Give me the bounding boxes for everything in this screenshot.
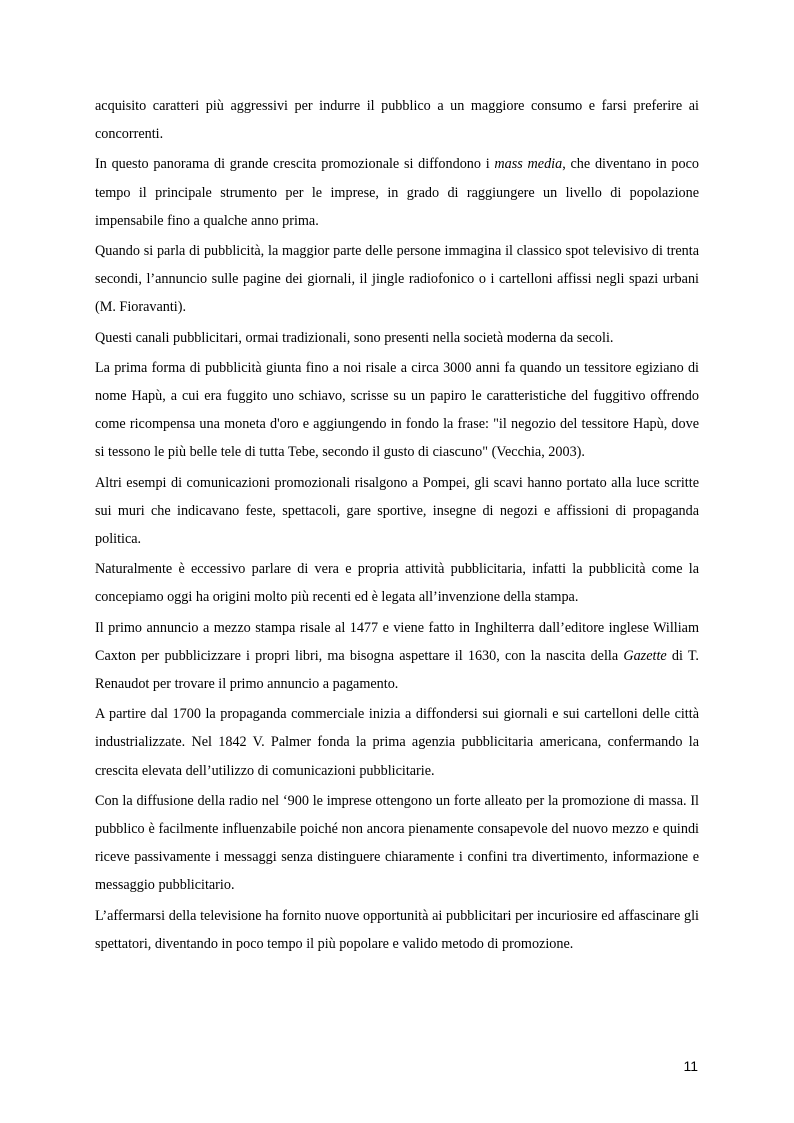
paragraph-1: acquisito caratteri più aggressivi per indurre il pubblico a un maggiore consumo e farsi preferire ai concorrenti. bbox=[95, 98, 699, 143]
page-number: 11 bbox=[683, 1058, 698, 1074]
italic-term-gazette: Gazette bbox=[623, 647, 667, 664]
paragraph-4: Questi canali pubblicitari, ormai tradizionali, sono presenti nella società moderna da secoli. bbox=[95, 329, 614, 346]
paragraph-5: La prima forma di pubblicità giunta fino a noi risale a circa 3000 anni fa quando un tessitore egiziano di nome Hapù, a cui era fuggito uno schiavo, scrisse su un papiro le caratteristiche del fuggitivo offrendo come ricompensa una moneta d'oro e aggiungendo in fondo la frase: "il negozio del tessitore Hapù, dove si tessono le più belle tele di tutta Tebe, secondo il gusto di ciascuno" (Vecchia, 2003). bbox=[95, 359, 699, 461]
paragraph-10: Con la diffusione della radio nel ‘900 le imprese ottengono un forte alleato per la promozione di massa. Il pubblico è facilmente influenzabile poiché non ancora pienamente consapevole del nuovo mezzo e quindi riceve passivamente i messaggi senza distinguere chiaramente i confini tra divertimento, informazione e messaggio pubblicitario. bbox=[95, 792, 699, 894]
paragraph-8: Il primo annuncio a mezzo stampa risale al 1477 e viene fatto in Inghilterra dall’editore inglese William Caxton per pubblicizzare i propri libri, ma bisogna aspettare il 1630, con la nascita della Gazette di T. Renaudot per trovare il primo annuncio a pagamento. bbox=[95, 619, 699, 693]
italic-term-mass-media: mass media bbox=[494, 156, 563, 173]
paragraph-2: In questo panorama di grande crescita promozionale si diffondono i mass media, che diventano in poco tempo il principale strumento per le imprese, in grado di raggiungere un livello di popolazione impensabile fino a qualche anno prima. bbox=[95, 156, 699, 229]
paragraph-3: Quando si parla di pubblicità, la maggior parte delle persone immagina il classico spot televisivo di trenta secondi, l’annuncio sulle pagine dei giornali, il jingle radiofonico o i cartelloni affissi negli spazi urbani (M. Fioravanti). bbox=[95, 243, 699, 316]
paragraph-11: L’affermarsi della televisione ha fornito nuove opportunità ai pubblicitari per incuriosire ed affascinare gli spettatori, diventando in poco tempo il più popolare e valido metodo di promozione. bbox=[95, 907, 699, 952]
paragraph-6: Altri esempi di comunicazioni promozionali risalgono a Pompei, gli scavi hanno portato alla luce scritte sui muri che indicavano feste, spettacoli, gare sportive, insegne di negozi e affissioni di propaganda politica. bbox=[95, 474, 699, 548]
paragraph-7: Naturalmente è eccessivo parlare di vera e propria attività pubblicitaria, infatti la pubblicità come la concepiamo oggi ha origini molto più recenti ed è legata all’invenzione della stampa. bbox=[95, 561, 699, 606]
paragraph-9: A partire dal 1700 la propaganda commerciale inizia a diffondersi sui giornali e sui cartelloni delle città industrializzate. Nel 1842 V. Palmer fonda la prima agenzia pubblicitaria americana, confermando la crescita elevata dell’utilizzo di comunicazioni pubblicitarie. bbox=[95, 706, 699, 779]
body-text bbox=[95, 92, 699, 960]
